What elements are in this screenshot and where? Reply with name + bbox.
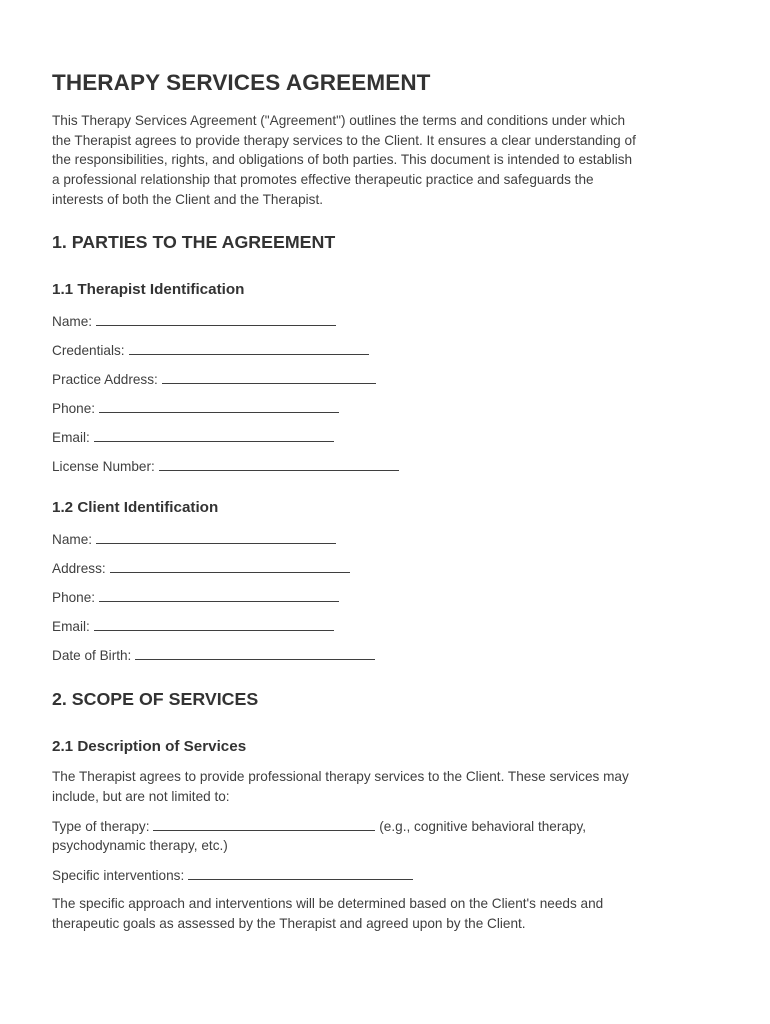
client-name-field xyxy=(52,530,336,549)
therapist-email-label: Email: xyxy=(52,430,90,445)
approach-paragraph xyxy=(52,894,603,933)
client-address-label: Address: xyxy=(52,561,106,576)
interventions-label: Specific interventions: xyxy=(52,868,185,883)
intro-line: the Therapist agrees to provide therapy services to the Client. It ensures a clear understanding of xyxy=(52,132,636,148)
subsection-2-1-heading: 2.1 Description of Services xyxy=(52,738,247,755)
document-title: THERAPY SERVICES AGREEMENT xyxy=(52,70,431,95)
intro-line: This Therapy Services Agreement ("Agreement") outlines the terms and conditions under which xyxy=(52,113,626,128)
intro-line: a professional relationship that promotes effective therapeutic practice and safeguards the xyxy=(52,172,594,188)
client-email-field xyxy=(52,617,334,636)
therapist-practice-address-label: Practice Address: xyxy=(52,372,158,387)
intro-line: the responsibilities, rights, and obligations of both parties. This document is intended to establish xyxy=(52,152,633,168)
client-dob-blank[interactable] xyxy=(135,646,375,660)
therapist-practice-address-field xyxy=(52,370,376,389)
client-phone-blank[interactable] xyxy=(99,588,339,602)
therapist-practice-address-blank[interactable] xyxy=(162,370,376,384)
therapist-phone-blank[interactable] xyxy=(99,399,339,413)
interventions-field xyxy=(52,866,413,885)
therapist-license-field xyxy=(52,457,399,476)
therapist-phone-label: Phone: xyxy=(52,401,96,416)
therapist-name-label: Name: xyxy=(52,314,93,329)
client-email-label: Email: xyxy=(52,619,90,634)
approach-line: therapeutic goals as assessed by the Therapist and agreed upon by the Client. xyxy=(52,915,526,931)
section-2-heading: 2. SCOPE OF SERVICES xyxy=(52,689,259,709)
therapy-type-continuation: psychodynamic therapy, etc.) xyxy=(52,838,228,853)
client-name-label: Name: xyxy=(52,532,93,547)
subsection-1-2-heading: 1.2 Client Identification xyxy=(52,499,219,516)
interventions-blank[interactable] xyxy=(188,866,413,880)
client-email-blank[interactable] xyxy=(94,617,334,631)
subsection-1-1-heading: 1.1 Therapist Identification xyxy=(52,281,245,298)
therapist-credentials-field xyxy=(52,341,369,360)
client-address-blank[interactable] xyxy=(110,559,350,573)
therapist-email-field xyxy=(52,428,334,447)
approach-line: The specific approach and interventions will be determined based on the Client's needs and xyxy=(52,896,604,911)
client-name-blank[interactable] xyxy=(96,530,336,544)
therapist-phone-field xyxy=(52,399,339,418)
client-dob-field xyxy=(52,646,375,665)
therapist-license-label: License Number: xyxy=(52,459,155,474)
therapist-credentials-label: Credentials: xyxy=(52,343,125,358)
client-phone-field xyxy=(52,588,339,607)
client-phone-label: Phone: xyxy=(52,590,96,605)
therapy-type-blank[interactable] xyxy=(153,817,375,831)
therapy-type-label: Type of therapy: xyxy=(52,819,150,834)
services-line: include, but are not limited to: xyxy=(52,788,230,804)
therapist-email-blank[interactable] xyxy=(94,428,334,442)
therapist-name-blank[interactable] xyxy=(96,312,336,326)
therapy-type-example: (e.g., cognitive behavioral therapy, xyxy=(379,819,587,834)
intro-paragraph xyxy=(52,111,636,210)
services-line: The Therapist agrees to provide professional therapy services to the Client. These services may xyxy=(52,769,629,784)
therapist-credentials-blank[interactable] xyxy=(129,341,369,355)
services-paragraph xyxy=(52,767,629,806)
therapist-license-blank[interactable] xyxy=(159,457,399,471)
client-address-field xyxy=(52,559,350,578)
client-dob-label: Date of Birth: xyxy=(52,648,132,663)
therapist-name-field xyxy=(52,312,336,331)
section-1-heading: 1. PARTIES TO THE AGREEMENT xyxy=(52,232,336,252)
intro-line: interests of both the Client and the Therapist. xyxy=(52,191,324,207)
therapy-type-field xyxy=(52,817,586,836)
